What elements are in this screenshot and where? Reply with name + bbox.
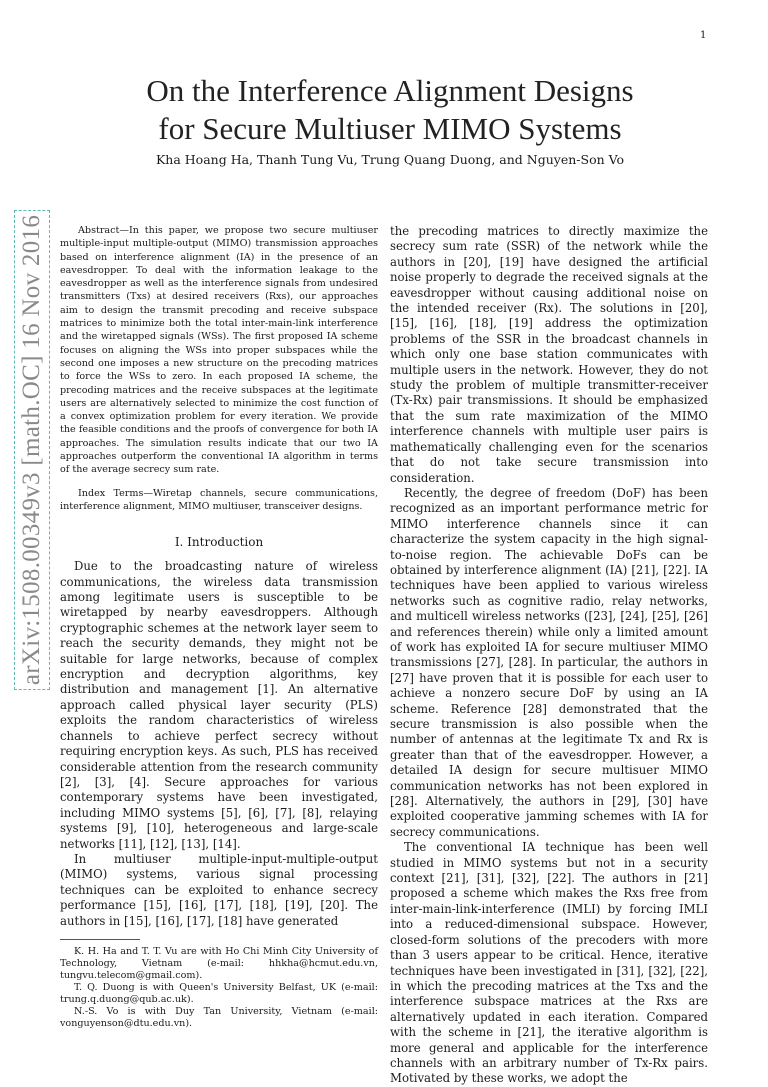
body-paragraph: In multiuser multiple-input-multiple-output (MIMO) systems, various signal processing techniques can be exploited to enhance secrecy performance [15], [16], [17], [18], [19], [20]. The authors in [15], [16], [17], [18] have generated (60, 851, 378, 928)
title-line-2: for Secure Multiuser MIMO Systems (158, 111, 622, 146)
body-paragraph: Due to the broadcasting nature of wireless communications, the wireless data transmission among legitimate users is susceptible to be wiretapped by nearby eavesdroppers. Although cryptographic schemes at the network layer seem to reach the security demands, they might not be suitable for large networks, because of complex encryption and decryption algorithms, key distribution and management [1]. An alternative approach called physical layer security (PLS) exploits the random characteristics of wireless channels to achieve perfect secrecy without requiring encryption keys. As such, PLS has received considerable attention from the research community [2], [3], [4]. Secure approaches for various contemporary systems have been investigated, including MIMO systems [5], [6], [7], [8], relaying systems [9], [10], heterogeneous and large-scale networks [11], [12], [13], [14]. (60, 559, 378, 851)
body-paragraph: Recently, the degree of freedom (DoF) has been recognized as an important performance metric for MIMO interference channels since it can characterize the system capacity in the high signal-to-noise region. The achievable DoFs can be obtained by interference alignment (IA) [21], [22]. IA techniques have been applied to various wireless networks such as cognitive radio, relay networks, and multicell wireless networks ([23], [24], [25], [26] and references therein) while only a limited amount of work has exploited IA for secure multiuser MIMO transmissions [27], [28]. In particular, the authors in [27] have proven that it is possible for each user to achieve a nonzero secure DoF by using an IA scheme. Reference [28] demonstrated that the secure transmission is also possible when the number of antennas at the legitimate Tx and Rx is greater than that of the eavesdropper. However, a detailed IA design for secure multisuer MIMO communication networks has not been explored in [28]. Alternatively, the authors in [29], [30] have exploited cooperative jamming schemes with IA for secrecy communications. (390, 485, 708, 839)
right-column (390, 224, 708, 1087)
paper-title (90, 72, 690, 148)
footnote-affiliation: K. H. Ha and T. T. Vu are with Ho Chi Minh City University of Technology, Vietnam (e-mail: hhkha@hcmut.edu.vn, tungvu.telecom@gmail.com). (60, 945, 378, 981)
index-terms: Index Terms—Wiretap channels, secure communications, interference alignment, MIMO multiuser, transceiver designs. (60, 487, 378, 512)
footnote-affiliation: T. Q. Duong is with Queen's University Belfast, UK (e-mail: trung.q.duong@qub.ac.uk). (60, 981, 378, 1005)
author-list: Kha Hoang Ha, Thanh Tung Vu, Trung Quang Duong, and Nguyen-Son Vo (155, 152, 625, 167)
footnote-affiliation: N.-S. Vo is with Duy Tan University, Vietnam (e-mail: vonguyenson@dtu.edu.vn). (60, 1005, 378, 1029)
footnote-divider (60, 939, 140, 940)
abstract: Abstract—In this paper, we propose two secure multiuser multiple-input multiple-output (MIMO) transmission approaches based on interference alignment (IA) in the presence of an eavesdropper. To deal with the information leakage to the eavesdropper as well as the interference signals from undesired transmitters (Txs) at desired receivers (Rxs), our approaches aim to design the transmit precoding and receive subspace matrices to minimize both the total inter-main-link interference and the wiretapped signals (WSs). The first proposed IA scheme focuses on aligning the WSs into proper subspaces while the second one imposes a new structure on the precoding matrices to force the WSs to zero. In each proposed IA scheme, the precoding matrices and the receive subspaces at the legitimate users are alternatively selected to minimize the cost function of a convex optimization problem for every iteration. We provide the feasible conditions and the proofs of convergence for both IA approaches. The simulation results indicate that our two IA approaches outperform the conventional IA algorithm in terms of the average secrecy sum rate. (60, 225, 378, 476)
body-paragraph: the precoding matrices to directly maximize the secrecy sum rate (SSR) of the network while the authors in [20], [19] have designed the artificial noise properly to degrade the received signals at the eavesdropper without causing additional noise on the intended receiver (Rx). The solutions in [20], [15], [16], [18], [19] address the optimization problems of the SSR in the broadcast channels in which only one base station communicates with multiple users in the network. However, they do not study the problem of multiple transmitter-receiver (Tx-Rx) pair transmissions. It should be emphasized that the sum rate maximization of the MIMO interference channels with multiple user pairs is mathematically challenging even for the scenarios that do not take secure transmission into consideration. (390, 224, 708, 485)
title-line-1: On the Interference Alignment Designs (146, 73, 634, 108)
arxiv-identifier[interactable]: arXiv:1508.00349v3 [math.OC] 16 Nov 2016 (14, 210, 50, 690)
section-heading-introduction: I. Introduction (174, 535, 264, 550)
page-number: 1 (700, 30, 707, 41)
body-paragraph: The conventional IA technique has been well studied in MIMO systems but not in a security context [21], [31], [32], [22]. The authors in [21] proposed a scheme which makes the Rxs free from inter-main-link-interference (IMLI) by forcing IMLI into a reduced-dimensional subspace. However, closed-form solutions of the precoders with more than 3 users appear to be critical. Hence, iterative techniques have been investigated in [31], [32], [22], in which the precoding matrices at the Txs and the interference subspace matrices at the Rxs are alternatively updated in each iteration. Compared with the scheme in [21], the iterative algorithm is more general and applicable for the interference channels with an arbitrary number of Tx-Rx pairs. Motivated by these works, we adopt the (390, 840, 708, 1086)
left-column (60, 224, 378, 1030)
